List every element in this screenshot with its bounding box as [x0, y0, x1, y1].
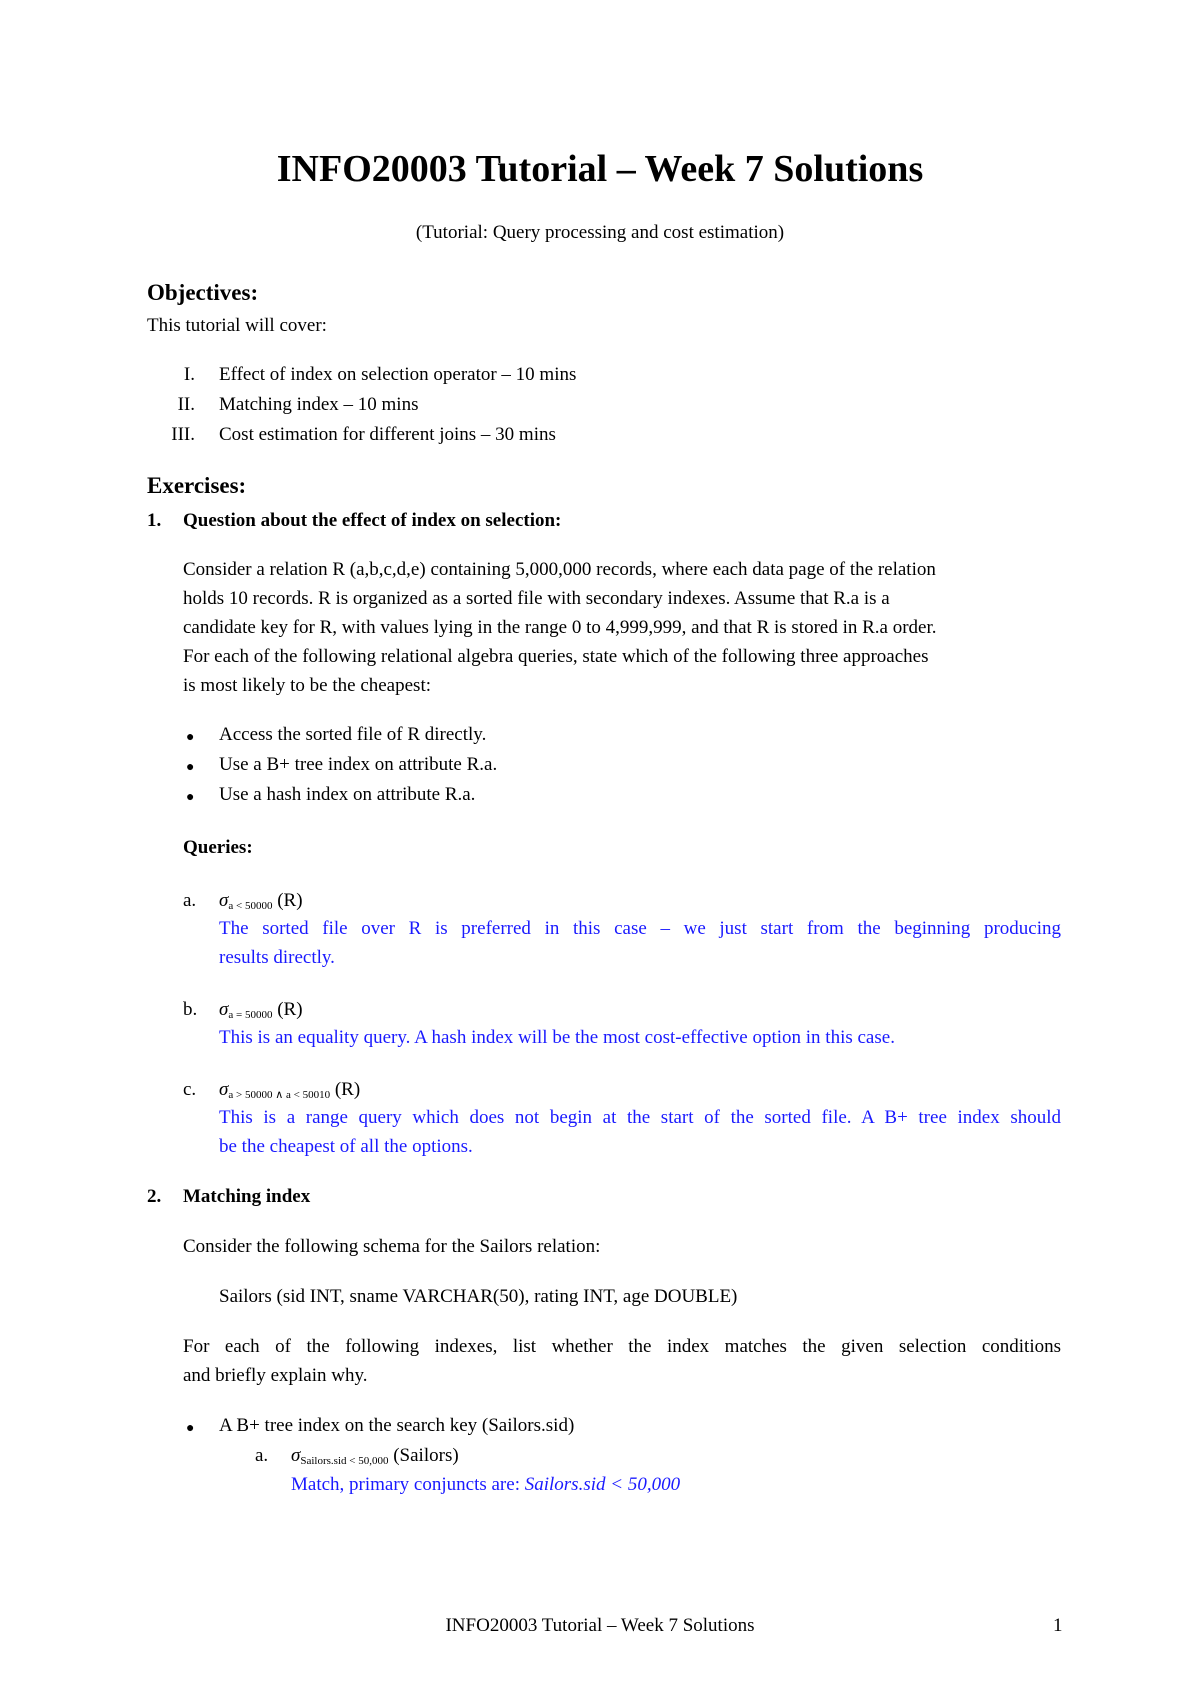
q1-paragraph-line: holds 10 records. R is organized as a sorted file with secondary indexes. Assume that R.a is a	[183, 588, 890, 609]
q1-bullet-item: Access the sorted file of R directly.	[219, 724, 487, 745]
footer-text: INFO20003 Tutorial – Week 7 Solutions	[445, 1615, 755, 1636]
q2-instruction-line: and briefly explain why.	[183, 1365, 368, 1386]
q2-bullet-item: A B+ tree index on the search key (Sailors.sid)	[219, 1415, 575, 1436]
page-number: 1	[1053, 1615, 1063, 1636]
selection-condition: a > 50000 ∧ a < 50010	[228, 1089, 331, 1101]
page-title: INFO20003 Tutorial – Week 7 Solutions	[276, 148, 924, 190]
question-1-title: Question about the effect of index on selection:	[183, 510, 562, 531]
sigma-symbol: σ	[219, 1079, 229, 1100]
bullet-icon: ●	[186, 760, 195, 775]
q2-instruction-line: For each of the following indexes, list whether the index matches the given selection conditions	[183, 1336, 1061, 1357]
selection-condition: a < 50000	[228, 900, 273, 912]
q1-bullet-item: Use a hash index on attribute R.a.	[219, 784, 476, 805]
relation-name: (R)	[272, 890, 303, 911]
objective-number: III.	[171, 424, 195, 445]
relation-name: (Sailors)	[388, 1445, 459, 1466]
q2-intro: Consider the following schema for the Sailors relation:	[183, 1236, 601, 1257]
relation-name: (R)	[330, 1079, 361, 1100]
answer-line: results directly.	[219, 947, 335, 968]
objectives-heading: Objectives:	[147, 280, 259, 305]
selection-condition: Sailors.sid < 50,000	[300, 1455, 389, 1467]
query-label: c.	[183, 1079, 197, 1100]
objective-item: Cost estimation for different joins – 30 mins	[219, 424, 556, 445]
query-label: a.	[255, 1445, 269, 1466]
q1-paragraph-line: candidate key for R, with values lying in the range 0 to 4,999,999, and that R is stored in R.a order.	[183, 617, 937, 638]
answer-line	[291, 1470, 680, 1499]
q2-schema: Sailors (sid INT, sname VARCHAR(50), rating INT, age DOUBLE)	[219, 1286, 738, 1307]
bullet-icon: ●	[186, 730, 195, 745]
exercises-heading: Exercises:	[147, 473, 247, 498]
objectives-intro: This tutorial will cover:	[147, 315, 327, 336]
q1-paragraph-line: is most likely to be the cheapest:	[183, 675, 432, 696]
q1-paragraph-line: For each of the following relational algebra queries, state which of the following three approaches	[183, 646, 929, 667]
query-label: a.	[183, 890, 197, 911]
queries-heading: Queries:	[183, 837, 253, 858]
selection-condition: a = 50000	[228, 1009, 273, 1021]
answer-line: This is an equality query. A hash index will be the most cost-effective option in this case.	[219, 1027, 895, 1048]
answer-line: be the cheapest of all the options.	[219, 1136, 473, 1157]
answer-prefix: Match, primary conjuncts are:	[291, 1474, 525, 1495]
q1-paragraph-line: Consider a relation R (a,b,c,d,e) containing 5,000,000 records, where each data page of the relation	[183, 559, 936, 580]
question-2-title: Matching index	[183, 1186, 311, 1207]
q1-bullet-item: Use a B+ tree index on attribute R.a.	[219, 754, 498, 775]
question-number: 2.	[147, 1186, 162, 1207]
answer-line: This is a range query which does not begin at the start of the sorted file. A B+ tree index should	[219, 1107, 1061, 1128]
sigma-symbol: σ	[219, 999, 229, 1020]
objective-item: Effect of index on selection operator – 10 mins	[219, 364, 577, 385]
bullet-icon: ●	[186, 1421, 195, 1436]
answer-line: The sorted file over R is preferred in this case – we just start from the beginning producing	[219, 918, 1061, 939]
sigma-symbol: σ	[291, 1445, 301, 1466]
bullet-icon: ●	[186, 790, 195, 805]
primary-conjunct: Sailors.sid < 50,000	[524, 1474, 681, 1495]
page-subtitle: (Tutorial: Query processing and cost estimation)	[415, 222, 785, 243]
query-label: b.	[183, 999, 198, 1020]
objective-number: I.	[183, 364, 195, 385]
sigma-symbol: σ	[219, 890, 229, 911]
objective-item: Matching index – 10 mins	[219, 394, 419, 415]
relation-name: (R)	[272, 999, 303, 1020]
objective-number: II.	[177, 394, 195, 415]
question-number: 1.	[147, 510, 162, 531]
